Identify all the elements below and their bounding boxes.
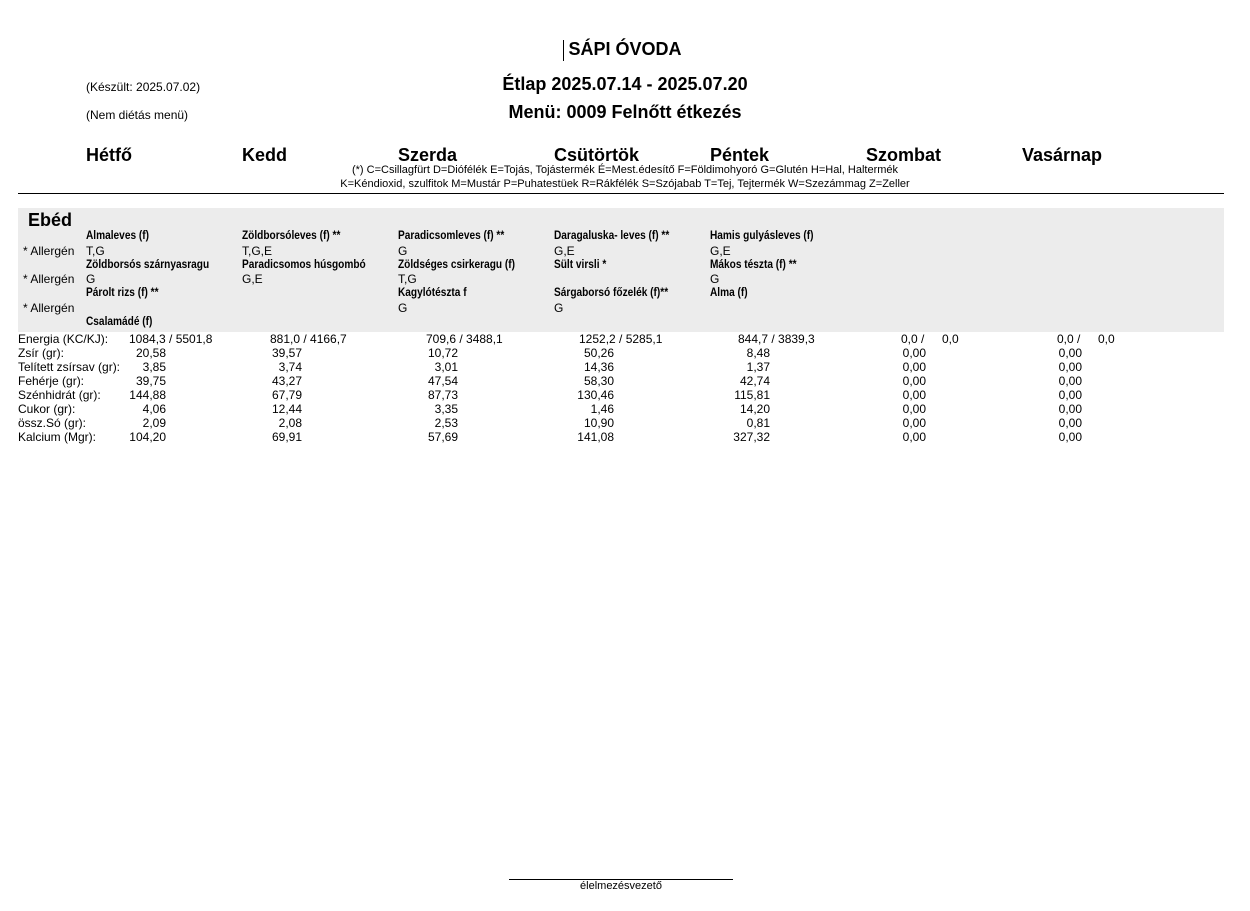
nutrition-value-sunday: 0,00 xyxy=(1058,402,1082,416)
allergen-friday-2: G xyxy=(710,272,720,286)
nutrition-value-wednesday: 47,54 xyxy=(427,374,458,388)
allergen-label: * Allergén xyxy=(23,244,75,258)
allergen-legend-line1: (*) C=Csillagfürt D=Diófélék E=Tojás, Tojástermék É=Mest.édesítő F=Földimohyoró G=Glutén H=Hal, Haltermék xyxy=(351,164,899,176)
nutrition-value-tuesday: 67,79 xyxy=(271,388,302,402)
day-header-sunday: Vasárnap xyxy=(1022,145,1103,165)
nutrition-value-tuesday: 3,74 xyxy=(278,360,302,374)
energy-monday: 1084,3 / 5501,8 xyxy=(129,332,213,346)
dish-wednesday-2: Zöldséges csirkeragu (f) xyxy=(398,259,515,271)
nutrition-value-thursday: 130,46 xyxy=(577,388,614,402)
nutrition-value-sunday: 0,00 xyxy=(1058,388,1082,402)
nutrition-value-thursday: 1,46 xyxy=(590,402,614,416)
day-header-thursday: Csütörtök xyxy=(554,145,639,165)
nutrition-value-wednesday: 3,01 xyxy=(434,360,458,374)
dish-thursday-2: Sült virsli * xyxy=(554,259,607,271)
nutrition-value-wednesday: 3,35 xyxy=(434,402,458,416)
header-divider xyxy=(18,193,1224,194)
day-header-saturday: Szombat xyxy=(866,145,942,165)
nutrition-value-sunday: 0,00 xyxy=(1058,360,1082,374)
day-header-wednesday: Szerda xyxy=(398,145,458,165)
dish-tuesday-2: Paradicsomos húsgombó xyxy=(242,259,366,271)
nutrition-value-tuesday: 69,91 xyxy=(271,430,302,444)
energy-saturday: 0,0 / xyxy=(901,332,925,346)
nutrition-value-monday: 20,58 xyxy=(135,346,166,360)
dish-tuesday-1: Zöldborsóleves (f) ** xyxy=(242,230,341,242)
nutrition-value-friday: 14,20 xyxy=(739,402,770,416)
nutrition-value-tuesday: 12,44 xyxy=(271,402,302,416)
nutrition-value-monday: 39,75 xyxy=(135,374,166,388)
allergen-monday-2: G xyxy=(86,272,96,286)
nutrition-value-monday: 144,88 xyxy=(129,388,166,402)
nutrition-value-monday: 104,20 xyxy=(129,430,166,444)
nutrition-value-friday: 8,48 xyxy=(746,346,770,360)
nutrition-value-wednesday: 10,72 xyxy=(427,346,458,360)
allergen-friday-1: G,E xyxy=(710,244,731,258)
nutrition-value-tuesday: 2,08 xyxy=(278,416,302,430)
energy-thursday: 1252,2 / 5285,1 xyxy=(579,332,663,346)
nutrition-value-saturday: 0,00 xyxy=(902,346,926,360)
day-header-tuesday: Kedd xyxy=(242,145,287,165)
energy-sunday: 0,0 / xyxy=(1057,332,1081,346)
day-header-friday: Péntek xyxy=(710,145,770,165)
nutrition-value-wednesday: 57,69 xyxy=(427,430,458,444)
nutrition-value-thursday: 10,90 xyxy=(583,416,614,430)
energy-friday: 844,7 / 3839,3 xyxy=(738,332,815,346)
dish-wednesday-1: Paradicsomleves (f) ** xyxy=(398,230,505,242)
nutrition-value-sunday: 0,00 xyxy=(1058,346,1082,360)
diet-note: (Nem diétás menü) xyxy=(86,108,189,122)
allergen-label: * Allergén xyxy=(23,301,75,315)
nutrition-value-friday: 1,37 xyxy=(746,360,770,374)
allergen-wednesday-1: G xyxy=(398,244,408,258)
dish-wednesday-3: Kagylótészta f xyxy=(398,287,467,299)
allergen-legend-line2: K=Kéndioxid, szulfitok M=Mustár P=Puhatestüek R=Rákfélék S=Szójabab T=Tej, Tejtermék W=Szezámmag Z=Zeller xyxy=(340,178,910,190)
dish-thursday-3: Sárgaborsó főzelék (f)** xyxy=(554,287,669,299)
nutrition-label: Zsír (gr): xyxy=(18,346,64,360)
nutrition-value-saturday: 0,00 xyxy=(902,402,926,416)
nutrition-value-saturday: 0,00 xyxy=(902,388,926,402)
nutrition-label: össz.Só (gr): xyxy=(18,416,87,430)
nutrition-value-friday: 327,32 xyxy=(733,430,770,444)
allergen-wednesday-2: T,G xyxy=(398,272,417,286)
nutrition-value-saturday: 0,00 xyxy=(902,430,926,444)
institution-title: SÁPI ÓVODA xyxy=(568,39,682,59)
nutrition-value-wednesday: 2,53 xyxy=(434,416,458,430)
nutrition-label: Szénhidrát (gr): xyxy=(18,388,101,402)
nutrition-value-thursday: 58,30 xyxy=(583,374,614,388)
nutrition-label: Cukor (gr): xyxy=(18,402,76,416)
dish-monday-2: Zöldborsós szárnyasragu xyxy=(86,259,210,271)
nutrition-label-energy: Energia (KC/KJ): xyxy=(18,332,109,346)
nutrition-value-thursday: 141,08 xyxy=(577,430,614,444)
day-header-monday: Hétfő xyxy=(86,145,132,165)
meal-title: Ebéd xyxy=(28,210,73,230)
energy-wednesday: 709,6 / 3488,1 xyxy=(426,332,503,346)
dish-friday-1: Hamis gulyásleves (f) xyxy=(710,230,814,242)
dish-thursday-1: Daragaluska- leves (f) ** xyxy=(554,230,670,242)
nutrition-value-wednesday: 87,73 xyxy=(427,388,458,402)
allergen-tuesday-1: T,G,E xyxy=(242,244,273,258)
nutrition-label: Kalcium (Mgr): xyxy=(18,430,97,444)
nutrition-value-thursday: 50,26 xyxy=(583,346,614,360)
nutrition-value-monday: 2,09 xyxy=(142,416,166,430)
menu-name: Menü: 0009 Felnőtt étkezés xyxy=(508,102,742,122)
nutrition-label: Telített zsírsav (gr): xyxy=(18,360,121,374)
nutrition-value-sunday: 0,00 xyxy=(1058,374,1082,388)
nutrition-value-monday: 4,06 xyxy=(142,402,166,416)
energy-tuesday: 881,0 / 4166,7 xyxy=(270,332,347,346)
created-date: (Készült: 2025.07.02) xyxy=(86,80,201,94)
allergen-thursday-3: G xyxy=(554,301,564,315)
allergen-monday-1: T,G xyxy=(86,244,105,258)
nutrition-value-friday: 0,81 xyxy=(746,416,770,430)
dish-friday-2: Mákos tészta (f) ** xyxy=(710,259,797,271)
nutrition-value-thursday: 14,36 xyxy=(583,360,614,374)
allergen-label: * Allergén xyxy=(23,272,75,286)
energy-sunday-kj: 0,0 xyxy=(1098,332,1115,346)
energy-saturday-kj: 0,0 xyxy=(942,332,959,346)
menu-period: Étlap 2025.07.14 - 2025.07.20 xyxy=(502,74,748,94)
nutrition-value-saturday: 0,00 xyxy=(902,360,926,374)
nutrition-value-tuesday: 39,57 xyxy=(271,346,302,360)
nutrition-value-sunday: 0,00 xyxy=(1058,416,1082,430)
nutrition-label: Fehérje (gr): xyxy=(18,374,85,388)
dish-friday-3: Alma (f) xyxy=(710,287,748,299)
allergen-thursday-1: G,E xyxy=(554,244,575,258)
nutrition-value-friday: 115,81 xyxy=(734,388,770,402)
dish-monday-1: Almaleves (f) xyxy=(86,230,150,242)
dish-monday-4: Csalamádé (f) xyxy=(86,316,153,328)
allergen-wednesday-3: G xyxy=(398,301,408,315)
nutrition-value-saturday: 0,00 xyxy=(902,374,926,388)
nutrition-value-tuesday: 43,27 xyxy=(271,374,302,388)
nutrition-value-saturday: 0,00 xyxy=(902,416,926,430)
dish-monday-3: Párolt rizs (f) ** xyxy=(86,287,159,299)
nutrition-value-sunday: 0,00 xyxy=(1058,430,1082,444)
nutrition-value-monday: 3,85 xyxy=(142,360,166,374)
signature-label: élelmezésvezető xyxy=(580,880,662,892)
allergen-tuesday-2: G,E xyxy=(242,272,263,286)
nutrition-value-friday: 42,74 xyxy=(739,374,770,388)
